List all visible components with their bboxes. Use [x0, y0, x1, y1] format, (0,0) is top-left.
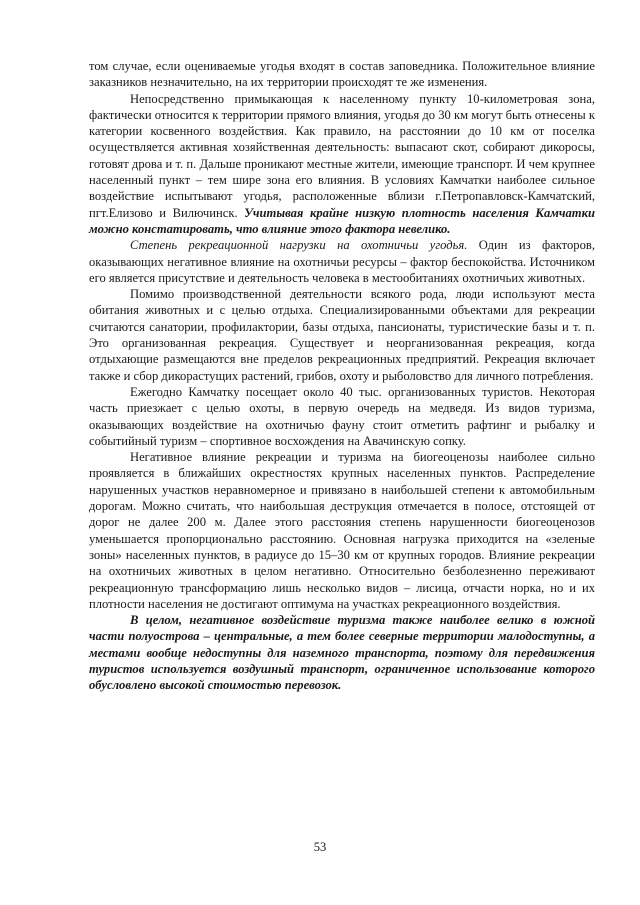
paragraph-4: Помимо производственной деятельности всякого рода, люди используют места обитания животных и с целью отдыха. Специализированными объектами для рекреации считаются санатории, профилактории, базы отдыха, пансионаты, туристические базы и т. п. Это организованная рекреация. Существует и неорганизованная рекреация, когда отдыхающие размещаются вне пределов рекреационных предприятий. Рекреация включает также и сбор дикорастущих растений, грибов, охоту и рыболовство для личного потребления. [89, 287, 595, 383]
paragraph-6: Негативное влияние рекреации и туризма на биогеоценозы наиболее сильно проявляется в ближайших окрестностях крупных населенных пунктов. Распределение нарушенных участков неравномерное и привязано в наибольшей степени к автомобильным дорогам. Можно считать, что наибольшая деструкция отмечается в полосе, отстоящей от дорог не далее 200 м. Далее этого расстояния степень нарушенности биогеоценозов уменьшается пропорционально расстоянию. Основная нагрузка приходится на «зеленые зоны» населенных пунктов, в радиусе до 15–30 км от крупных городов. Влияние рекреации на охотничьих животных в целом негативно. Относительно безболезненно переживают рекреационную трансформацию лишь несколько видов – лисица, отчасти норка, но и их плотности населения не достигают оптимума на участках рекреационного воздействия. [89, 450, 595, 611]
body-text [89, 58, 595, 694]
paragraph-3 [89, 237, 595, 286]
paragraph-7: В целом, негативное воздействие туризма также наиболее велико в южной части полуострова – центральные, а тем более северные территории малодоступны, а местами вообще недоступны для наземного транспорта, поэтому для передвижения туристов используется воздушный транспорт, ограниченное использование которого обусловлено высокой стоимостью перевозок. [89, 613, 595, 693]
paragraph-3-text: Один из факторов, оказывающих негативное влияние на охотничьи ресурсы – фактор беспокойства. Источником его является присутствие и деятельность человека в местообитаниях охотничьих животных. [89, 238, 595, 285]
paragraph-3-heading: Степень рекреационной нагрузки на охотничьи угодья. [130, 238, 468, 253]
paragraph-2-emphasis: Учитывая крайне низкую плотность населения Камчатки можно констатировать, что влияние этого фактора невелико. [89, 205, 595, 236]
page-number: 53 [313, 840, 327, 854]
paragraph-5: Ежегодно Камчатку посещает около 40 тыс. организованных туристов. Некоторая часть приезжает с целью охоты, в первую очередь на медведя. Из видов туризма, оказывающих воздействие на охотничью фауну стоит отметить рафтинг и рыбалку и событийный туризм – спортивное восхождения на Авачинскую сопку. [89, 384, 595, 448]
paragraph-2 [89, 91, 595, 238]
paragraph-2-text: Непосредственно примыкающая к населенному пункту 10-километровая зона, фактически относится к территории прямого влияния, угодья до 30 км могут быть отнесены к категории косвенного воздействия. Как правило, на расстоянии до 10 км от поселка осуществляется активная хозяйственная деятельность: выпасают скот, собирают дикоросы, готовят дрова и т. п. Дальше проникают местные жители, имеющие транспорт. И чем крупнее населенный пункт – тем шире зона его влияния. В условиях Камчатки наиболее сильное воздействие испытывают угодья, расположенные вблизи г.Петропавловск-Камчатский, пгт.Елизово и Вилючинск. [89, 91, 595, 220]
paragraph-1: том случае, если оцениваемые угодья входят в состав заповедника. Положительное влияние заказников незначительно, на их территории происходят те же изменения. [89, 59, 595, 90]
